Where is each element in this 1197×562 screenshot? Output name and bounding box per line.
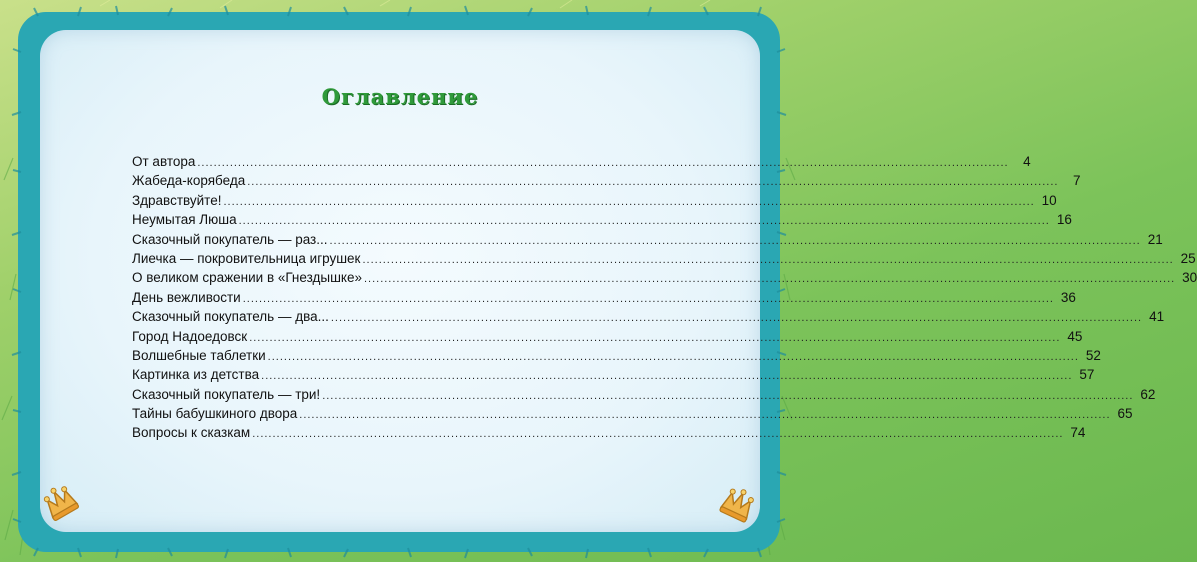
crown-icon	[714, 480, 762, 528]
toc-leader-dots: ........................................................................................................................................................................................................	[299, 409, 1111, 422]
toc-leader-dots: ........................................................................................................................................................................................................	[238, 215, 1050, 228]
toc-leader-dots: ........................................................................................................................................................................................................	[252, 428, 1064, 441]
toc-leader-dots: ........................................................................................................................................................................................................	[261, 370, 1073, 383]
toc-entry-title: Волшебные таблетки	[132, 347, 266, 363]
toc-entry-page-number: 7	[1072, 173, 1081, 189]
toc-entry	[132, 309, 1165, 328]
toc-leader-dots: ........................................................................................................................................................................................................	[362, 253, 1174, 266]
toc-entry-title: От автора	[132, 154, 196, 169]
toc-entry-title: Вопросы к сказкам	[132, 425, 251, 441]
toc-entry	[132, 154, 1031, 173]
toc-entry	[132, 367, 1095, 386]
toc-entry-title: День вежливости	[132, 289, 241, 305]
toc-leader-dots: ........................................................................................................................................................................................................	[197, 157, 1009, 169]
toc-entry-page-number: 36	[1060, 289, 1076, 305]
toc-entry-title: Тайны бабушкиного двора	[132, 406, 298, 422]
toc-leader-dots: ........................................................................................................................................................................................................	[223, 195, 1035, 208]
toc-entry	[132, 231, 1163, 251]
toc-entry-title: Неумытая Люша	[132, 212, 237, 228]
toc-entry	[132, 192, 1057, 212]
toc-entry-page-number: 57	[1079, 367, 1095, 383]
toc-entry	[132, 212, 1072, 231]
toc-entry-page-number: 45	[1067, 328, 1083, 344]
toc-entry	[132, 386, 1156, 406]
toc-entry	[132, 173, 1081, 192]
toc-entry-page-number: 4	[1023, 154, 1031, 169]
toc-entry-page-number: 74	[1070, 425, 1086, 441]
toc-leader-dots: ........................................................................................................................................................................................................	[247, 176, 1059, 189]
toc-leader-dots: ........................................................................................................................................................................................................	[322, 389, 1134, 402]
toc-entry-page-number: 52	[1085, 347, 1101, 363]
toc-leader-dots: ........................................................................................................................................................................................................	[363, 273, 1176, 286]
crown-icon	[36, 478, 84, 526]
toc-entry	[132, 289, 1076, 309]
toc-entry	[132, 347, 1101, 367]
toc-entry-page-number: 25	[1180, 250, 1196, 266]
toc-entry	[132, 270, 1197, 289]
toc-entry-title: Лиечка — покровительница игрушек	[132, 250, 361, 266]
toc-entry-title: Жабеда-корябеда	[132, 173, 246, 189]
toc-entry-page-number: 62	[1140, 386, 1156, 402]
toc-entry-page-number: 16	[1056, 212, 1072, 228]
toc-entry-title: Здравствуйте!	[132, 192, 222, 208]
toc-entry-title: Сказочный покупатель — раз...	[132, 231, 328, 247]
toc-entry-title: Сказочный покупатель — два...	[132, 309, 329, 325]
page-title: Оглавление	[321, 84, 479, 109]
toc-entry-page-number: 30	[1182, 270, 1197, 286]
toc-entry	[132, 406, 1133, 425]
toc-entry-page-number: 10	[1041, 192, 1057, 208]
toc-entry-page-number: 41	[1149, 309, 1165, 325]
toc-leader-dots: ........................................................................................................................................................................................................	[329, 234, 1141, 247]
table-of-contents	[132, 154, 1197, 445]
toc-leader-dots: ........................................................................................................................................................................................................	[249, 331, 1061, 344]
toc-entry-title: Картинка из детства	[132, 367, 260, 383]
toc-entry-title: О великом сражении в «Гнездышке»	[132, 270, 362, 286]
toc-entry	[132, 328, 1083, 348]
toc-entry-title: Сказочный покупатель — три!	[132, 386, 321, 402]
toc-leader-dots: ........................................................................................................................................................................................................	[267, 350, 1079, 363]
toc-entry-title: Город Надоедовск	[132, 328, 248, 344]
toc-entry	[132, 250, 1196, 270]
toc-entry-page-number: 65	[1117, 406, 1133, 422]
toc-leader-dots: ........................................................................................................................................................................................................	[330, 312, 1143, 325]
toc-entry-page-number: 21	[1147, 231, 1163, 247]
toc-entry	[132, 425, 1086, 444]
toc-leader-dots: ........................................................................................................................................................................................................	[242, 292, 1054, 305]
